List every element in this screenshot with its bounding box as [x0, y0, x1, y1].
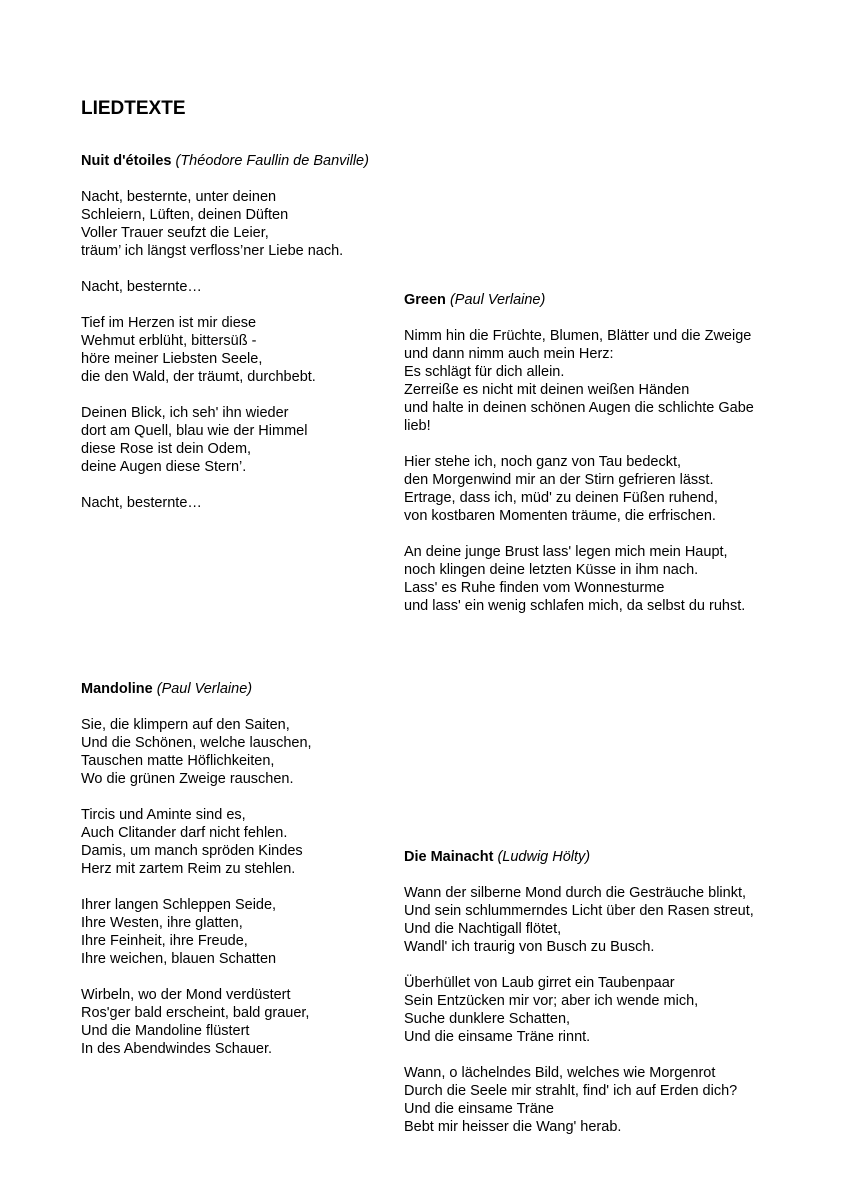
- poem-line: Wehmut erblüht, bittersüß -: [81, 333, 257, 349]
- poem-line: Voller Trauer seufzt die Leier,: [81, 225, 269, 241]
- poem-line: Tircis und Aminte sind es,: [81, 807, 246, 823]
- poem-line: Es schlägt für dich allein.: [404, 364, 565, 380]
- poem-line: Sein Entzücken mir vor; aber ich wende mich,: [404, 993, 699, 1009]
- poem-line: Überhüllet von Laub girret ein Taubenpaar: [404, 975, 675, 991]
- poem-line: und dann nimm auch mein Herz:: [404, 346, 614, 362]
- poem-title: Green: [404, 292, 446, 308]
- stanza: [404, 453, 804, 525]
- stanza: [404, 327, 804, 435]
- poem-line: diese Rose ist dein Odem,: [81, 441, 252, 457]
- poem-line: Ihre Westen, ihre glatten,: [81, 915, 243, 931]
- poem-line: und lass' ein wenig schlafen mich, da selbst du ruhst.: [404, 598, 746, 614]
- poem-line: Nacht, besternte…: [81, 495, 202, 511]
- poem-heading: [404, 848, 804, 866]
- poem-line: noch klingen deine letzten Küsse in ihm nach.: [404, 562, 699, 578]
- poem-title: Die Mainacht: [404, 849, 494, 865]
- poem-line: Wann, o lächelndes Bild, welches wie Morgenrot: [404, 1065, 716, 1081]
- poem-heading: [81, 152, 481, 170]
- poem-heading: [404, 291, 804, 309]
- poem-title: Nuit d'étoiles: [81, 153, 172, 169]
- stanza: [81, 716, 481, 788]
- poem-line: Und sein schlummerndes Licht über den Rasen streut,: [404, 903, 754, 919]
- poem-author: (Théodore Faullin de Banville): [175, 153, 369, 169]
- poem-line: Nimm hin die Früchte, Blumen, Blätter und die Zweige: [404, 328, 752, 344]
- poem-line: Damis, um manch spröden Kindes: [81, 843, 303, 859]
- poem-line: Schleiern, Lüften, deinen Düften: [81, 207, 289, 223]
- poem-line: den Morgenwind mir an der Stirn gefrieren lässt.: [404, 472, 714, 488]
- poem-line: dort am Quell, blau wie der Himmel: [81, 423, 308, 439]
- stanza: [404, 1064, 804, 1136]
- poem-line: Ros'ger bald erscheint, bald grauer,: [81, 1005, 310, 1021]
- poem-line: die den Wald, der träumt, durchbebt.: [81, 369, 316, 385]
- stanza: [81, 188, 481, 260]
- poem-line: Und die einsame Träne: [404, 1101, 554, 1117]
- poem-line: Tauschen matte Höflichkeiten,: [81, 753, 275, 769]
- poem-title: Mandoline: [81, 681, 153, 697]
- poem-stanzas: [404, 884, 804, 1136]
- poem-line: und halte in deinen schönen Augen die schlichte Gabe: [404, 400, 754, 416]
- poem-line: Suche dunklere Schatten,: [404, 1011, 571, 1027]
- poem-line: Durch die Seele mir strahlt, find' ich auf Erden dich?: [404, 1083, 738, 1099]
- poem-line: Ertrage, dass ich, müd' zu deinen Füßen ruhend,: [404, 490, 718, 506]
- poem-heading: [81, 680, 481, 698]
- poem-green: [404, 291, 804, 633]
- poem-line: Tief im Herzen ist mir diese: [81, 315, 257, 331]
- poem-line: Hier stehe ich, noch ganz von Tau bedeckt,: [404, 454, 682, 470]
- poem-stanzas: [404, 327, 804, 615]
- poem-author: (Paul Verlaine): [156, 681, 253, 697]
- poem-line: deine Augen diese Stern’.: [81, 459, 247, 475]
- poem-line: Ihre weichen, blauen Schatten: [81, 951, 277, 967]
- poem-line: In des Abendwindes Schauer.: [81, 1041, 273, 1057]
- poem-line: Auch Clitander darf nicht fehlen.: [81, 825, 288, 841]
- poem-line: Zerreiße es nicht mit deinen weißen Händen: [404, 382, 690, 398]
- stanza: [404, 543, 804, 615]
- poem-line: An deine junge Brust lass' legen mich mein Haupt,: [404, 544, 728, 560]
- poem-line: Ihrer langen Schleppen Seide,: [81, 897, 277, 913]
- poem-line: Und die Nachtigall flötet,: [404, 921, 562, 937]
- page-title: LIEDTEXTE: [81, 98, 186, 119]
- poem-line: Lass' es Ruhe finden vom Wonnesturme: [404, 580, 665, 596]
- poem-line: Bebt mir heisser die Wang' herab.: [404, 1119, 622, 1135]
- poem-line: von kostbaren Momenten träume, die erfrischen.: [404, 508, 716, 524]
- poem-line: Wann der silberne Mond durch die Gesträuche blinkt,: [404, 885, 747, 901]
- poem-line: Nacht, besternte, unter deinen: [81, 189, 277, 205]
- poem-line: Nacht, besternte…: [81, 279, 202, 295]
- poem-line: Wirbeln, wo der Mond verdüstert: [81, 987, 291, 1003]
- poem-line: Und die Mandoline flüstert: [81, 1023, 250, 1039]
- poem-line: lieb!: [404, 418, 431, 434]
- poem-line: Wo die grünen Zweige rauschen.: [81, 771, 294, 787]
- poem-line: höre meiner Liebsten Seele,: [81, 351, 263, 367]
- poem-line: Deinen Blick, ich seh' ihn wieder: [81, 405, 289, 421]
- stanza: [404, 974, 804, 1046]
- poem-line: Und die Schönen, welche lauschen,: [81, 735, 312, 751]
- poem-line: Und die einsame Träne rinnt.: [404, 1029, 591, 1045]
- poem-line: Wandl' ich traurig von Busch zu Busch.: [404, 939, 655, 955]
- stanza: [404, 884, 804, 956]
- poem-author: (Paul Verlaine): [449, 292, 546, 308]
- poem-line: Sie, die klimpern auf den Saiten,: [81, 717, 290, 733]
- poem-line: Herz mit zartem Reim zu stehlen.: [81, 861, 296, 877]
- poem-line: Ihre Feinheit, ihre Freude,: [81, 933, 248, 949]
- poem-author: (Ludwig Hölty): [497, 849, 591, 865]
- poem-die-mainacht: [404, 848, 804, 1154]
- poem-line: träum’ ich längst verfloss’ner Liebe nach.: [81, 243, 344, 259]
